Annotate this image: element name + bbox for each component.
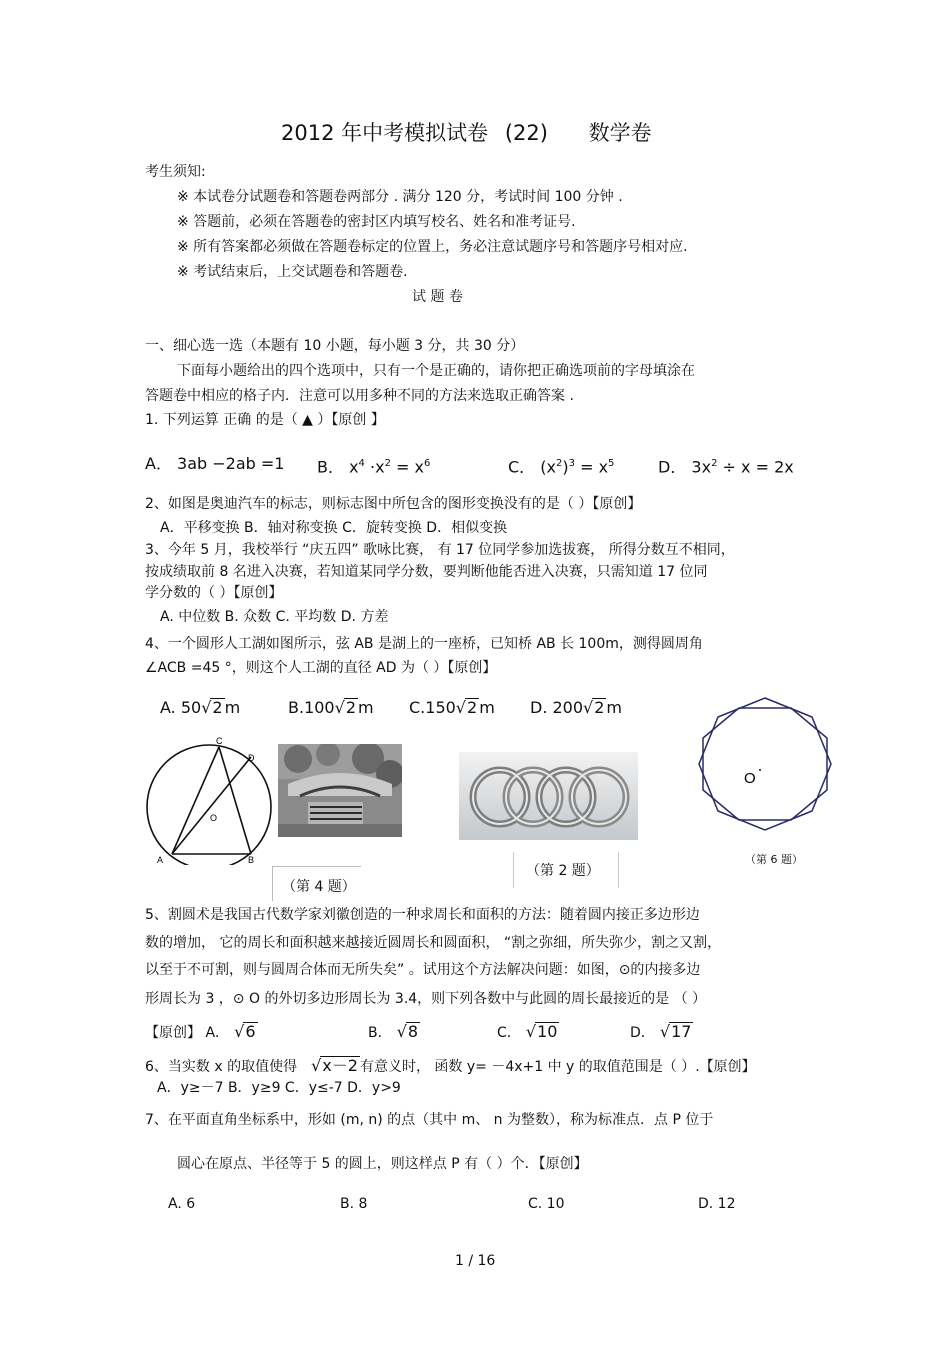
q4-line: ∠ACB =45 °，则这个人工湖的直径 AD 为（ ）【原创】	[145, 660, 497, 676]
q5-option-d: D． √17	[630, 1022, 692, 1041]
q4-option-a: A. 50√2 m	[160, 698, 241, 717]
label-d: D	[248, 753, 255, 763]
page-number: 1 / 16	[455, 1253, 496, 1269]
q4-option-d: D. 200√2 m	[530, 698, 623, 717]
outer-octagon	[699, 698, 831, 830]
caption-q2: （第 2 题）	[526, 863, 600, 879]
q5-option-c: C． √10	[497, 1022, 558, 1041]
title-subject: 数学卷	[588, 121, 652, 145]
q4-option-c: C.150√2 m	[409, 698, 495, 717]
label-octagon-o: O	[744, 770, 756, 787]
q1-option-d: D． $3x^2 \div x = 2x$	[658, 457, 794, 477]
chord-ac	[172, 747, 219, 854]
q3-options: A. 中位数 B. 众数 C. 平均数 D. 方差	[160, 609, 389, 625]
q4-line: 4、一个圆形人工湖如图所示，弦 AB 是湖上的一座桥，已知桥 AB 长 100m，测得圆周角	[145, 636, 703, 652]
label-a: A	[157, 855, 164, 865]
q6-stem: 6、当实数 x 的取值使得 √x－2 有意义时， 函数 y= －4x+1 中 y 的取值范围是（ ）.【原创】	[145, 1056, 756, 1075]
q1-option-a: A． 3ab −2ab =1	[145, 454, 285, 473]
notice-item: ※ 考试结束后，上交试题卷和答题卷.	[177, 264, 408, 280]
caption-q4: （第 4 题）	[282, 879, 356, 895]
label-b: B	[248, 855, 255, 865]
caption-q6: （第 6 题）	[745, 853, 803, 866]
q3-line: 学分数的（ ）【原创】	[145, 585, 283, 601]
q7-option-c: C. 10	[528, 1196, 565, 1212]
q5-option-b: B． √8	[368, 1022, 419, 1041]
audi-logo-figure	[459, 752, 638, 840]
q1-option-c: C． $(x^2)^3 = x^5$	[508, 457, 615, 477]
label-o: O	[210, 813, 218, 823]
part1-intro: 答题卷中相应的格子内．注意可以用多种不同的方法来选取正确答案 .	[145, 388, 574, 404]
q3-line: 按成绩取前 8 名进入决赛，若知道某同学分数，要判断他能否进入决赛，只需知道 17 位同	[145, 564, 708, 580]
page-title	[281, 120, 652, 146]
q1-option-b: B． $x^4 \cdot x^2 = x^6$	[317, 457, 431, 477]
circle-figure	[140, 735, 280, 865]
q7-option-a: A. 6	[168, 1196, 196, 1212]
q4-option-b: B.100√2 m	[288, 698, 374, 717]
inner-octagon	[703, 708, 827, 820]
q7-line: 7、在平面直角坐标系中，形如 (m, n) 的点（其中 m、 n 为整数），称为标准点．点 P 位于	[145, 1112, 714, 1128]
q1-stem: 1. 下列运算 正确 的是（ ▲ ）【原创 】	[145, 412, 385, 428]
part1-intro: 下面每小题给出的四个选项中，只有一个是正确的，请你把正确选项前的字母填涂在	[177, 363, 695, 379]
notice-item: ※ 答题前，必须在答题卷的密封区内填写校名、姓名和准考证号.	[177, 214, 576, 230]
lake-bridge-photo	[278, 744, 402, 837]
q5-line: 以至于不可割，则与圆周合体而无所失矣” 。试用这个方法解决问题：如图，⊙的内接多边	[145, 962, 701, 978]
circle-outline	[147, 745, 271, 865]
label-c: C	[216, 736, 223, 746]
q2-options: A．平移变换 B．轴对称变换 C．旋转变换 D．相似变换	[160, 520, 508, 536]
q7-option-d: D. 12	[698, 1196, 736, 1212]
section-label: 试 题 卷	[412, 289, 463, 305]
q5-line: 形周长为 3 ，⊙ O 的外切多边形周长为 3.4，则下列各数中与此圆的周长最接近的是 （ ）	[145, 991, 707, 1007]
title-number: (22)	[504, 121, 548, 145]
q2-stem: 2、如图是奥迪汽车的标志，则标志图中所包含的图形变换没有的是（ ）【原创】	[145, 496, 642, 512]
octagon-figure	[690, 690, 840, 840]
title-main: 2012 年中考模拟试卷	[281, 121, 489, 145]
part1-heading: 一、细心选一选（本题有 10 小题，每小题 3 分，共 30 分）	[145, 338, 525, 354]
notice-item: ※ 本试卷分试题卷和答题卷两部分 . 满分 120 分，考试时间 100 分钟 .	[177, 189, 623, 205]
q3-line: 3、今年 5 月，我校举行 “庆五四” 歌咏比赛， 有 17 位同学参加选拔赛， 所得分数互不相同，	[145, 542, 735, 558]
q7-line: 圆心在原点、半径等于 5 的圆上，则这样点 P 有（ ）个．【原创】	[177, 1156, 588, 1172]
q7-option-b: B. 8	[340, 1196, 368, 1212]
q5-option-a: 【原创】 A． √6	[145, 1022, 256, 1041]
notice-item: ※ 所有答案都必须做在答题卷标定的位置上，务必注意试题序号和答题序号相对应.	[177, 239, 688, 255]
diameter-ad	[172, 757, 251, 854]
notice-heading: 考生须知:	[145, 164, 206, 180]
q5-line: 5、割圆术是我国古代数学家刘徽创造的一种求周长和面积的方法：随着圆内接正多边形边	[145, 907, 700, 923]
q6-options: A．y≥－7 B．y≥9 C．y≤-7 D．y>9	[157, 1080, 401, 1096]
q5-line: 数的增加， 它的周长和面积越来越接近圆周长和圆面积， “割之弥细，所失弥少，割之又割，	[145, 935, 722, 951]
